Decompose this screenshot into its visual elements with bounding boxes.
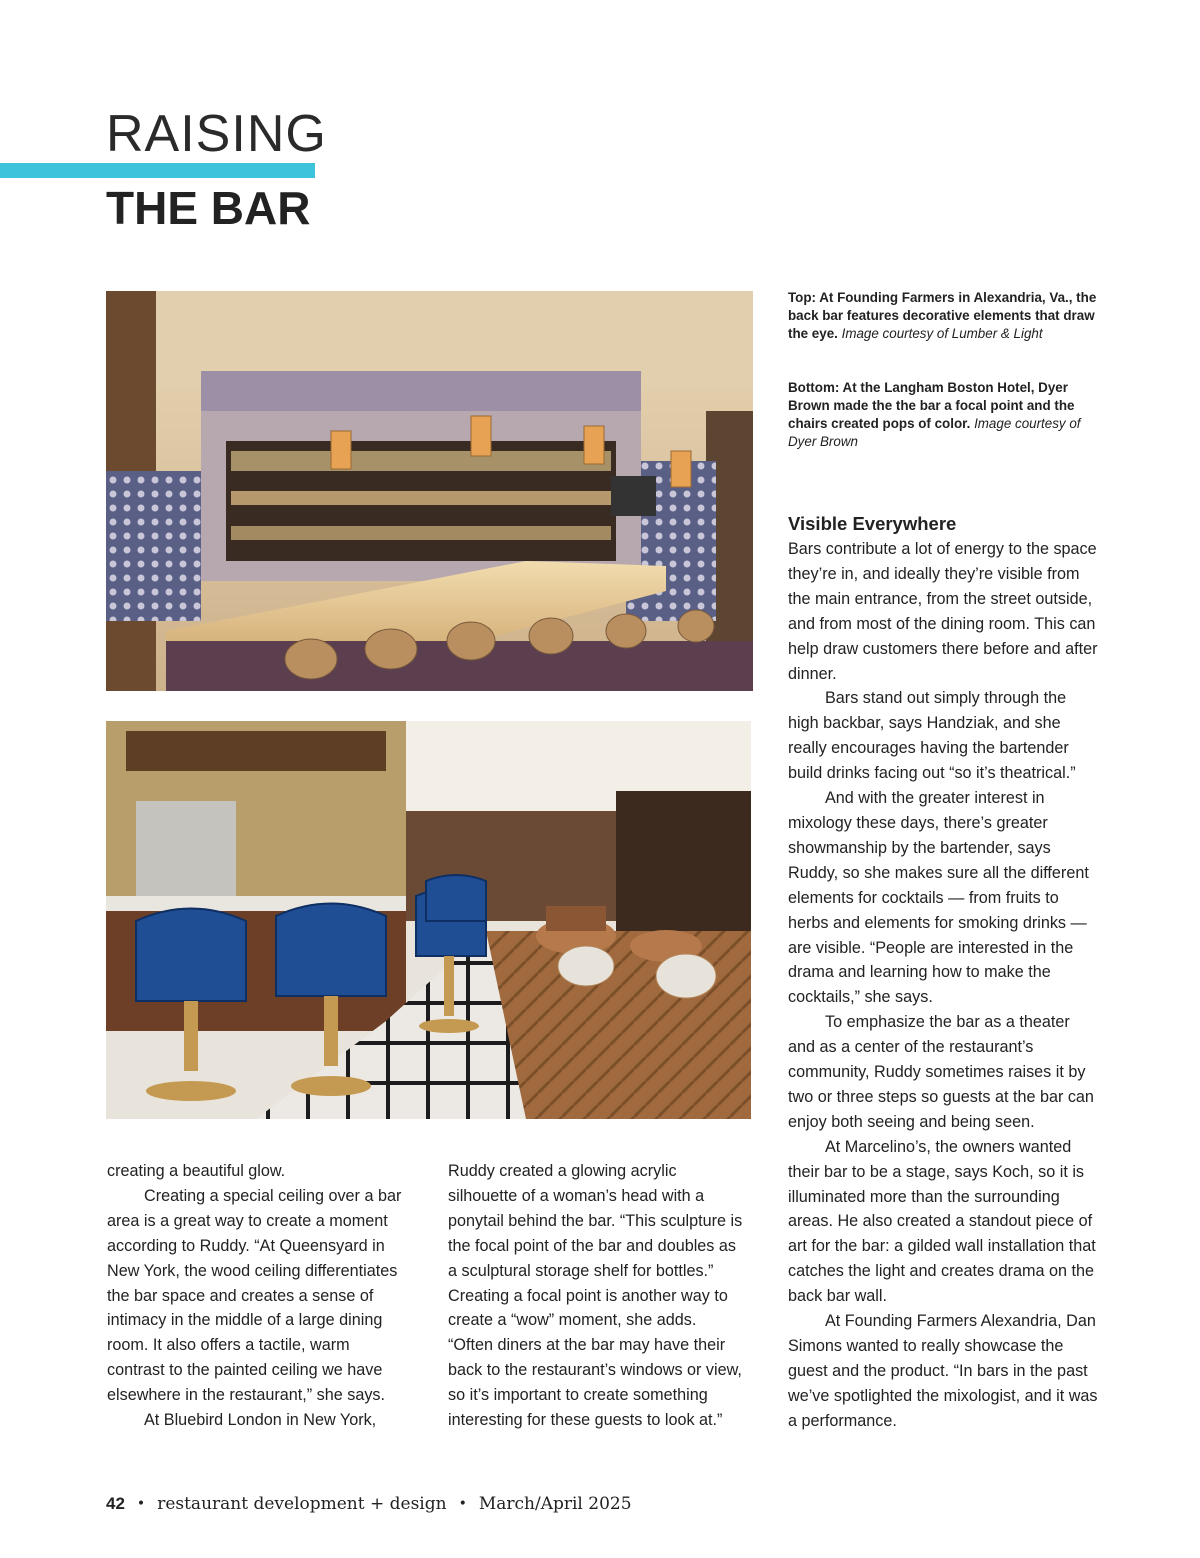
paragraph: Bars stand out simply through the high backbar, says Handziak, and she really encourages having the bartender build drinks facing out “so it’s theatrical.” xyxy=(788,689,1076,783)
column-left xyxy=(107,1159,409,1433)
publication-name: restaurant development + design xyxy=(157,1494,447,1514)
title-line-1: RAISING xyxy=(106,105,327,163)
caption-bottom xyxy=(788,379,1098,451)
title-accent-bar xyxy=(0,163,315,178)
footer-separator: • xyxy=(136,1496,146,1512)
paragraph: At Bluebird London in New York, xyxy=(144,1411,377,1430)
caption-top xyxy=(788,289,1098,343)
paragraph: To emphasize the bar as a theater and as a center of the restaurant’s community, Ruddy sometimes raises it by two or three steps so guests at the bar can enjoy both seeing and being seen. xyxy=(788,1013,1094,1131)
column-right xyxy=(788,537,1100,1434)
paragraph: Creating a special ceiling over a bar area is a great way to create a moment according to Ruddy. “At Queensyard in New York, the wood ceiling differentiates the bar space and creates a sense of intimacy in the middle of a large dining room. It also offers a tactile, warm contrast to the painted ceiling we have elsewhere in the restaurant,” she says. xyxy=(107,1186,402,1405)
title-line-2: THE BAR xyxy=(106,182,311,234)
caption-bottom-credit: Image courtesy of Dyer Brown xyxy=(788,416,1081,449)
photo-langham-boston-bar xyxy=(106,721,751,1119)
page-number: 42 xyxy=(106,1494,125,1513)
paragraph: At Marcelino’s, the owners wanted their bar to be a stage, says Koch, so it is illuminated more than the surrounding areas. He also created a standout piece of art for the bar: a gilded wall installation that catches the light and creates drama on the back bar wall. xyxy=(788,1137,1096,1306)
paragraph: At Founding Farmers Alexandria, Dan Simons wanted to really showcase the guest and the product. “In bars in the past we’ve spotlighted the mixologist, and it was a performance. xyxy=(788,1312,1098,1430)
column-middle xyxy=(448,1159,744,1433)
caption-top-text: Top: At Founding Farmers in Alexandria, Va., the back bar features decorative elements that draw the eye. xyxy=(788,290,1097,341)
paragraph: creating a beautiful glow. xyxy=(107,1162,286,1180)
section-subhead: Visible Everywhere xyxy=(788,513,957,534)
photo-founding-farmers-bar xyxy=(106,291,753,691)
footer-separator: • xyxy=(458,1496,467,1512)
caption-bottom-text: Bottom: At the Langham Boston Hotel, Dyer Brown made the the bar a focal point and the chairs created pops of color. xyxy=(788,380,1075,431)
caption-top-credit: Image courtesy of Lumber & Light xyxy=(841,326,1043,341)
paragraph: Bars contribute a lot of energy to the space they’re in, and ideally they’re visible from the main entrance, from the street outside, and from most of the dining room. This can help draw customers there before and after dinner. xyxy=(788,540,1098,683)
issue-date: March/April 2025 xyxy=(478,1494,632,1514)
paragraph: Ruddy created a glowing acrylic silhouette of a woman’s head with a ponytail behind the bar. “This sculpture is the focal point of the bar and doubles as a sculptural storage shelf for bottles.” Creating a focal point is another way to create a “wow” moment, she adds. “Often diners at the bar may have their back to the restaurant’s windows or view, so it’s important to create something interesting for these guests to look at.” xyxy=(448,1162,743,1430)
paragraph: And with the greater interest in mixology these days, there’s greater showmanship by the bartender, says Ruddy, so she makes sure all the different elements for cocktails — from fruits to herbs and elements for smoking drinks — are visible. “People are interested in the drama and learning how to make the cocktails,” she says. xyxy=(788,789,1089,1007)
page-footer xyxy=(106,1490,632,1518)
